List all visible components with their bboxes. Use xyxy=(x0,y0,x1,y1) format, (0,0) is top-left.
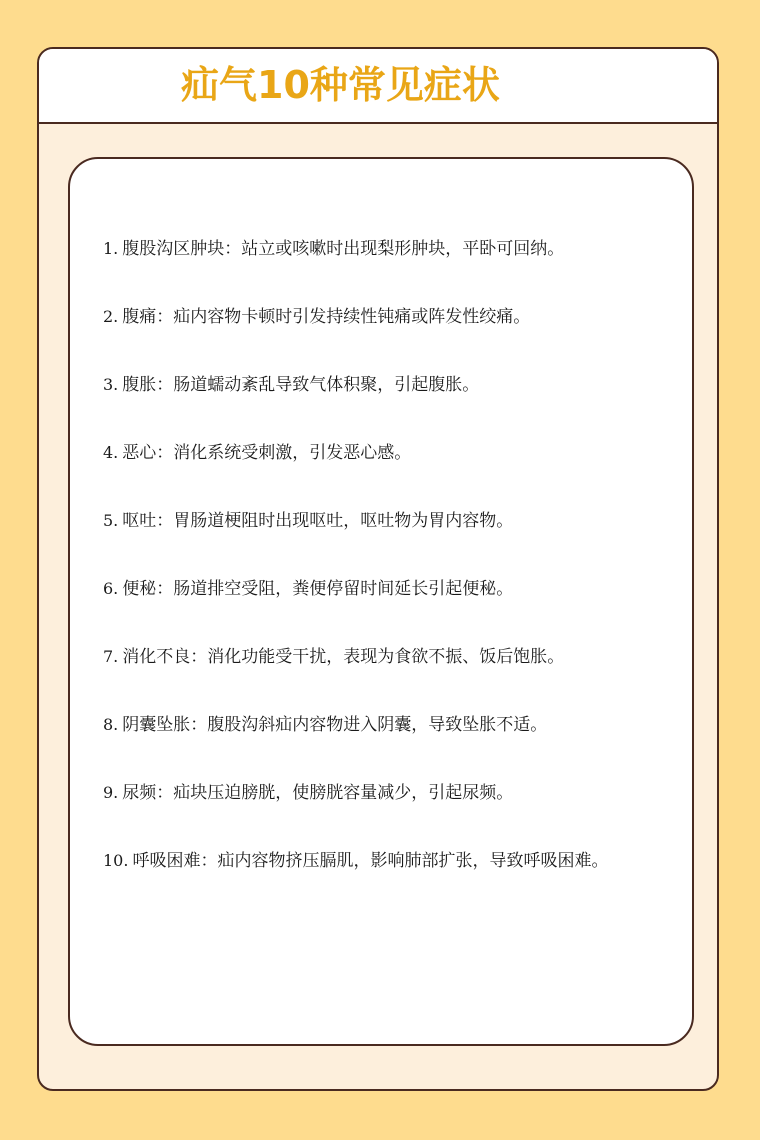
symptom-number: 5. xyxy=(103,511,119,530)
symptom-number: 3. xyxy=(103,375,119,394)
symptom-item xyxy=(103,710,608,778)
symptom-number: 8. xyxy=(103,715,119,734)
symptom-number: 2. xyxy=(103,307,119,326)
symptom-text: 腹痛：疝内容物卡顿时引发持续性钝痛或阵发性绞痛。 xyxy=(122,307,531,327)
symptom-item xyxy=(103,642,608,710)
symptom-list xyxy=(103,234,608,914)
symptom-item xyxy=(103,846,608,914)
symptom-item xyxy=(103,778,608,846)
symptom-number: 4. xyxy=(103,443,119,462)
symptom-item xyxy=(103,234,608,302)
symptom-number: 9. xyxy=(103,783,119,802)
symptom-item xyxy=(103,370,608,438)
symptom-text: 腹股沟区肿块：站立或咳嗽时出现梨形肿块，平卧可回纳。 xyxy=(122,239,565,259)
symptom-text: 呕吐：胃肠道梗阻时出现呕吐，呕吐物为胃内容物。 xyxy=(122,511,514,531)
symptom-text: 尿频：疝块压迫膀胱，使膀胱容量减少，引起尿频。 xyxy=(122,783,514,803)
symptom-text: 呼吸困难：疝内容物挤压膈肌，影响肺部扩张，导致呼吸困难。 xyxy=(132,851,609,871)
symptom-text: 消化不良：消化功能受干扰，表现为食欲不振、饭后饱胀。 xyxy=(122,647,565,667)
symptom-item xyxy=(103,574,608,642)
symptom-number: 6. xyxy=(103,579,119,598)
symptom-text: 阴囊坠胀：腹股沟斜疝内容物进入阴囊，导致坠胀不适。 xyxy=(122,715,548,735)
symptom-number: 1. xyxy=(103,239,119,258)
symptom-text: 恶心：消化系统受刺激，引发恶心感。 xyxy=(122,443,412,463)
symptom-item xyxy=(103,438,608,506)
symptom-number: 10. xyxy=(103,851,129,870)
page-title: 疝气10种常见症状 xyxy=(181,63,500,107)
symptom-item xyxy=(103,506,608,574)
card-header xyxy=(39,49,717,124)
symptom-text: 腹胀：肠道蠕动紊乱导致气体积聚，引起腹胀。 xyxy=(122,375,480,395)
symptom-number: 7. xyxy=(103,647,119,666)
symptom-text: 便秘：肠道排空受阻，粪便停留时间延长引起便秘。 xyxy=(122,579,514,599)
symptom-item xyxy=(103,302,608,370)
